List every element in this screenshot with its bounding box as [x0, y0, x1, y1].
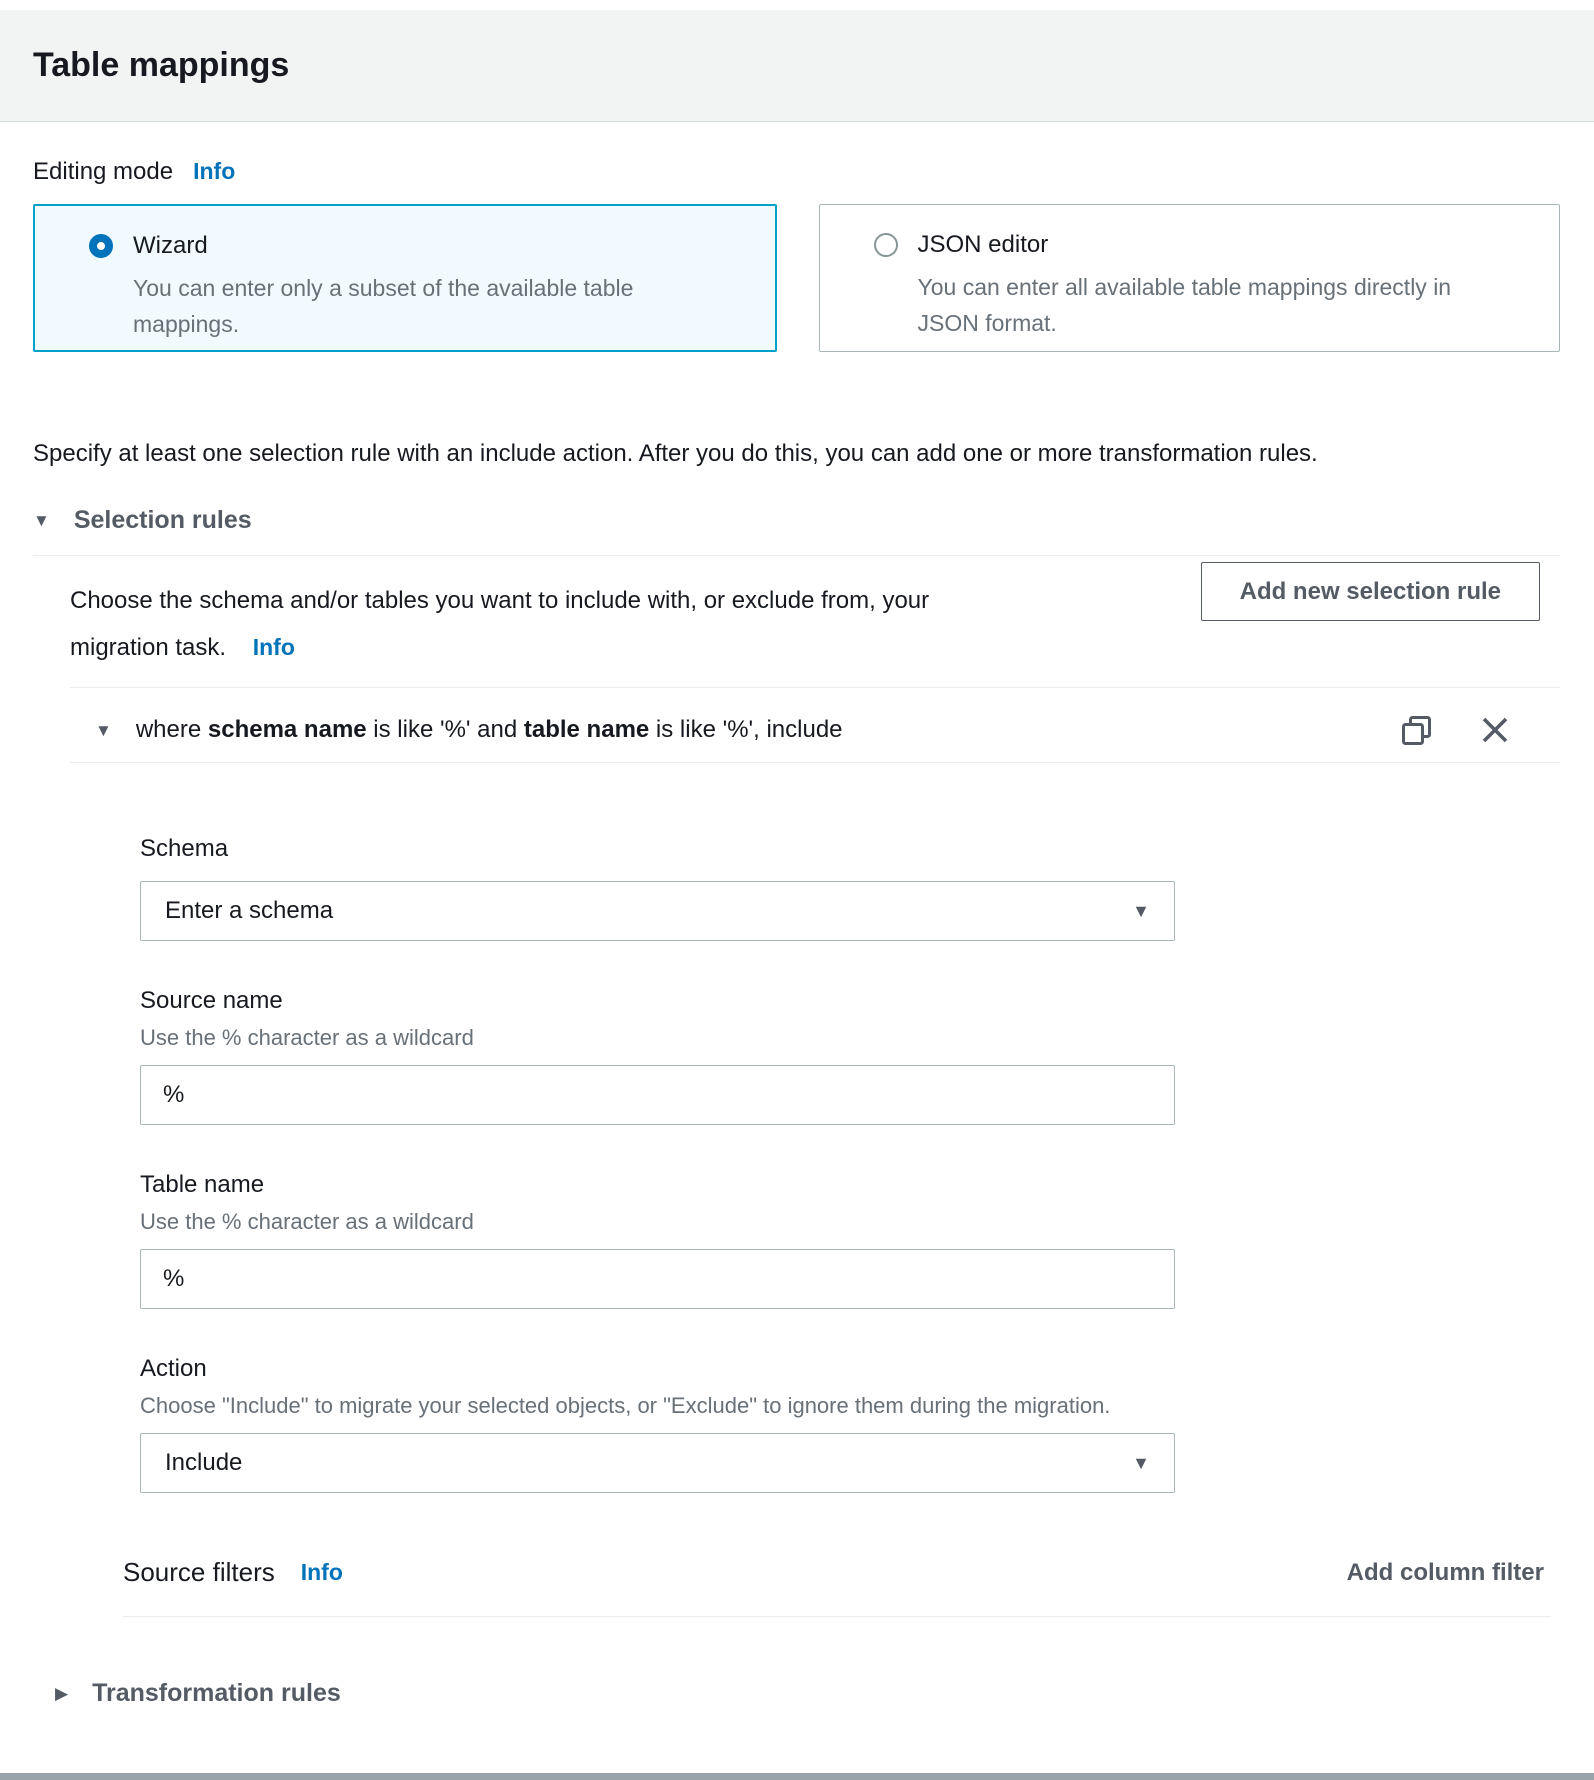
- divider: [70, 762, 1560, 763]
- selection-rules-header: Selection rules: [73, 506, 252, 534]
- selection-rules-info-link[interactable]: Info: [252, 634, 295, 660]
- editing-mode-label: Editing mode: [33, 158, 174, 185]
- divider: [123, 1616, 1551, 1617]
- chevron-down-icon[interactable]: ▼: [95, 720, 112, 740]
- source-name-hint: Use the % character as a wildcard: [140, 1025, 474, 1050]
- add-new-selection-rule-button[interactable]: Add new selection rule: [1201, 562, 1540, 621]
- editing-mode-option-json-editor[interactable]: [819, 204, 1561, 352]
- divider: [33, 555, 1560, 556]
- close-icon: [1480, 715, 1510, 745]
- duplicate-rule-button[interactable]: [1401, 715, 1432, 746]
- page-title: Table mappings: [33, 46, 290, 84]
- editing-mode-options: [33, 204, 1560, 352]
- table-name-label: Table name: [140, 1171, 265, 1198]
- remove-rule-button[interactable]: [1480, 715, 1510, 745]
- add-column-filter-button[interactable]: Add column filter: [1346, 1558, 1544, 1586]
- top-gap: [0, 0, 1594, 10]
- selection-rule-summary: where schema name is like '%' and table name is like '%', include: [135, 716, 843, 743]
- wizard-option-description: You can enter only a subset of the available table mappings.: [133, 275, 634, 337]
- selection-rules-expander[interactable]: [33, 506, 1560, 535]
- section-header-band: [0, 10, 1594, 122]
- action-select[interactable]: [140, 1433, 1175, 1493]
- wizard-option-label: Wizard: [133, 232, 208, 259]
- chevron-right-icon: ▶: [55, 1684, 69, 1703]
- chevron-down-icon: ▼: [1132, 1452, 1150, 1473]
- source-name-label: Source name: [140, 987, 283, 1014]
- json-editor-option-label: JSON editor: [917, 231, 1049, 258]
- editing-mode-option-wizard[interactable]: [33, 204, 777, 352]
- source-filters-label: Source filters: [123, 1557, 275, 1587]
- selection-rules-description: Choose the schema and/or tables you want to include with, or exclude from, your migration task. Info: [70, 587, 930, 661]
- source-filters-info-link[interactable]: Info: [300, 1559, 343, 1585]
- intro-text: Specify at least one selection rule with an include action. After you do this, you can add one or more transformation rules.: [33, 440, 1318, 467]
- schema-select-value: Enter a schema: [165, 897, 334, 924]
- table-mappings-panel: [0, 158, 1594, 1708]
- schema-label: Schema: [140, 835, 229, 862]
- copy-icon: [1401, 715, 1432, 746]
- transformation-rules-header: Transformation rules: [92, 1679, 341, 1707]
- json-editor-option-description: You can enter all available table mappings directly in JSON format.: [917, 274, 1452, 336]
- selection-rule-row: [33, 698, 1560, 762]
- action-label: Action: [140, 1355, 207, 1382]
- action-hint: Choose "Include" to migrate your selected objects, or "Exclude" to ignore them during the migration.: [140, 1393, 1111, 1418]
- editing-mode-info-link[interactable]: Info: [193, 158, 236, 184]
- transformation-rules-expander[interactable]: [33, 1679, 1560, 1708]
- table-name-hint: Use the % character as a wildcard: [140, 1209, 474, 1234]
- schema-select[interactable]: [140, 881, 1175, 941]
- table-name-input[interactable]: [140, 1249, 1175, 1309]
- next-section-edge: [0, 1773, 1594, 1780]
- selection-rule-form: [33, 835, 1560, 1493]
- divider: [70, 687, 1560, 688]
- radio-selected-icon[interactable]: [89, 234, 113, 258]
- source-name-input[interactable]: [140, 1065, 1175, 1125]
- chevron-down-icon: ▼: [33, 511, 50, 530]
- action-select-value: Include: [165, 1449, 243, 1476]
- radio-unselected-icon[interactable]: [874, 233, 898, 257]
- chevron-down-icon: ▼: [1132, 900, 1150, 921]
